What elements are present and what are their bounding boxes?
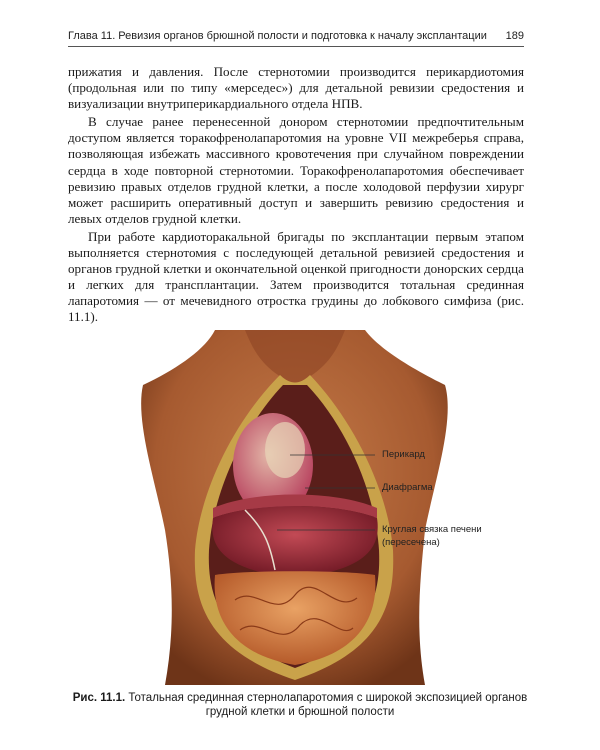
body-text	[68, 64, 524, 326]
label-pericardium: Перикард	[382, 449, 425, 460]
label-diaphragm: Диафрагма	[382, 482, 433, 493]
caption-text: Тотальная срединная стернолапаротомия с широкой экспозицией органов грудной клетки и брюшной полости	[128, 692, 528, 718]
figure-caption	[62, 691, 538, 719]
caption-label: Рис. 11.1.	[72, 692, 126, 704]
paragraph: прижатия и давления. После стернотомии производится перикардиотомия (продольная или по типу «мерседес») для детальной ревизии средостения и визуализации внутриперикардиального отдела НПВ.	[68, 64, 524, 112]
running-header	[68, 30, 524, 47]
torso-illustration	[95, 330, 505, 685]
anatomy-figure	[95, 330, 505, 685]
paragraph: При работе кардиоторакальной бригады по эксплантации первым этапом выполняется стернотомия с последующей детальной ревизией средостения и органов грудной клетки и окончательной оценкой пригодности донорских сердца и легких для трансплантации. Затем производится тотальная срединная лапаротомия — от мечевидного отростка грудины до лобкового симфиза (рис. 11.1).	[68, 228, 524, 325]
chapter-title: Глава 11. Ревизия органов брюшной полости и подготовка к началу эксплантации	[68, 30, 487, 42]
label-ligament: Круглая связка печени	[382, 524, 482, 535]
page-number: 189	[505, 30, 524, 42]
label-ligament-note: (пересечена)	[382, 537, 440, 548]
paragraph: В случае ранее перенесенной донором стернотомии предпочтительным доступом является торакофренолапаротомия на уровне VII межреберья справа, позволяющая избежать массивного кровотечения при случайном повреждении сердца в ходе повторной стернотомии. Торакофренолапаротомия обеспечивает ревизию правых отделов грудной клетки, а после холодовой перфузии хирург может расширить оперативный доступ и завершить ревизию средостения и левых отделов грудной клетки.	[68, 114, 524, 226]
